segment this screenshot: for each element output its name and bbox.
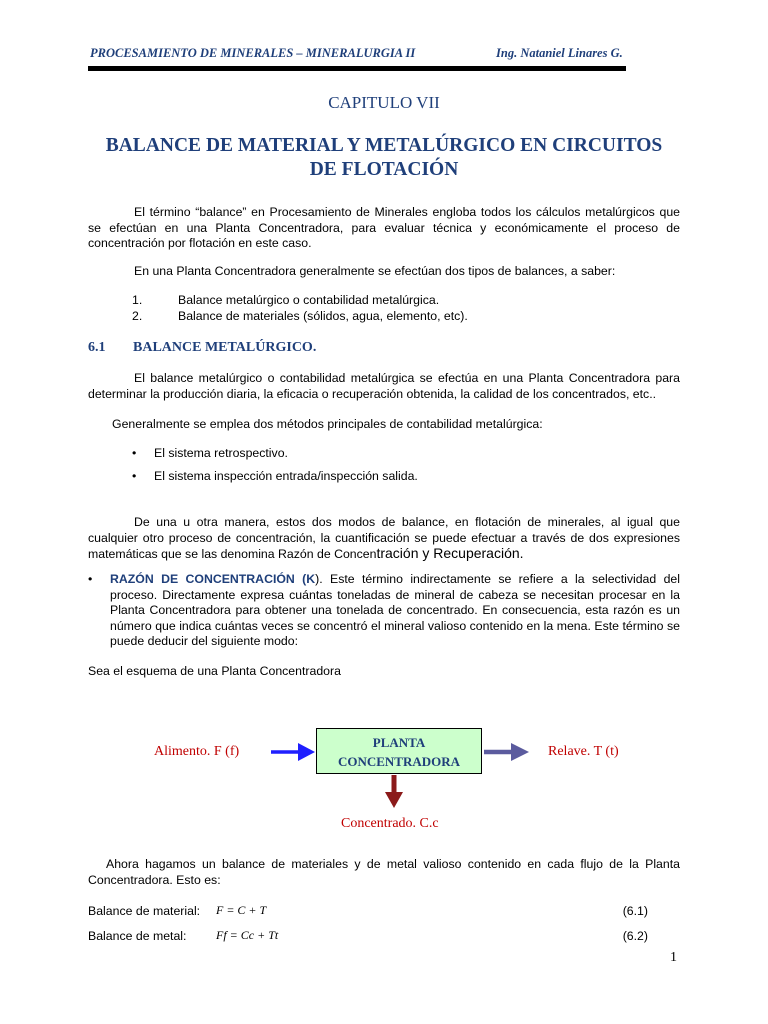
plant-box-line-2: CONCENTRADORA — [337, 754, 461, 769]
equation-formula: F = C + T — [216, 903, 267, 917]
section-paragraph: El balance metalúrgico o contabilidad metalúrgica se efectúa en una Planta Concentradora para determinar la producción diaria, la eficacia o recuperación obtenida, la calidad de los concentrados, etc.. — [88, 371, 680, 401]
intro-paragraph: El término “balance” en Procesamiento de Minerales engloba todos los cálculos metalúrgicos que se efectúan en una Planta Concentradora, para evaluar técnica y económicamente el proceso de concentración por flotación en este caso. — [88, 205, 680, 250]
list-item-text: El sistema retrospectivo. — [154, 446, 288, 460]
page-number: 1 — [670, 950, 677, 965]
tailings-arrow-icon — [484, 743, 529, 761]
header-author: Ing. Nataniel Linares G. — [496, 46, 623, 60]
concentrate-label: Concentrado. C.c — [341, 816, 439, 831]
razon-description: ). Este término indirectamente se refiere a la selectividad del proceso. Directamente expresa cuántas toneladas de mineral de cabeza se necesitan procesar en la Planta Concentradora para obtener una tonelada de concentrado. En consecuencia, esta razón es un número que indica cuántas veces se concentró el mineral valioso contenido en la mena. Este término se puede deducir del siguiente modo: — [110, 572, 680, 648]
balance-types-intro: En una Planta Concentradora generalmente se efectúan dos tipos de balances, a saber: — [134, 264, 616, 278]
razon-term: RAZÓN DE CONCENTRACIÓN (K — [110, 572, 316, 586]
chapter-heading: CAPITULO VII — [328, 93, 440, 112]
scheme-intro: Sea el esquema de una Planta Concentradora — [88, 664, 341, 678]
equation-formula: Ff = Cc + Tt — [216, 928, 279, 942]
chapter-title — [88, 134, 680, 182]
plant-box-line-1: PLANTA — [372, 735, 426, 750]
equation-number: (6.2) — [622, 929, 648, 943]
expressions-paragraph — [88, 515, 680, 563]
expressions-text-tail: tración y Recuperación. — [376, 545, 524, 561]
header-course-title: PROCESAMIENTO DE MINERALES – MINERALURGIA II — [90, 46, 416, 60]
chapter-title-line-2: DE FLOTACIÓN — [309, 159, 459, 180]
list-item — [132, 309, 672, 325]
razon-concentracion-text — [110, 572, 680, 650]
concentrate-arrow-icon — [385, 775, 403, 808]
header-rule — [88, 66, 626, 71]
expressions-text: De una u otra manera, estos dos modos de balance, en flotación de minerales, al igual que cualquier otro proceso de concentración, la cuantificación se puede efectuar a través de dos expresiones matemáticas que se las denomina Razón de Concen — [88, 515, 680, 561]
list-item-text: Balance de materiales (sólidos, agua, elemento, etc). — [178, 308, 468, 323]
list-item — [132, 446, 288, 462]
bullet-icon: • — [132, 469, 137, 483]
equation-label: Balance de material: — [88, 904, 201, 918]
list-item-text: Balance metalúrgico o contabilidad metalúrgica. — [178, 293, 440, 307]
section-number: 6.1 — [88, 340, 106, 355]
list-item — [132, 469, 418, 485]
equation-label: Balance de metal: — [88, 929, 187, 943]
list-item-number: 2. — [132, 308, 143, 323]
balance-types-list — [132, 293, 672, 324]
methods-intro: Generalmente se emplea dos métodos principales de contabilidad metalúrgica: — [112, 417, 543, 431]
tailings-label: Relave. T (t) — [548, 744, 619, 759]
plant-box — [316, 728, 482, 774]
bullet-icon: • — [132, 446, 137, 460]
feed-arrow-icon — [271, 743, 315, 761]
plant-flow-diagram — [0, 700, 768, 850]
equation-number: (6.1) — [622, 904, 648, 918]
list-item — [132, 293, 672, 309]
bullet-icon: • — [88, 572, 93, 586]
chapter-title-line-1: BALANCE DE MATERIAL Y METALÚRGICO EN CIRCUITOS — [105, 135, 663, 156]
balance-intro: Ahora hagamos un balance de materiales y de metal valioso contenido en cada flujo de la Planta Concentradora. Esto es: — [88, 857, 680, 887]
list-item-text: El sistema inspección entrada/inspección salida. — [154, 469, 418, 483]
section-title: BALANCE METALÚRGICO. — [133, 340, 317, 355]
list-item-number: 1. — [132, 293, 143, 307]
feed-label: Alimento. F (f) — [154, 744, 240, 759]
